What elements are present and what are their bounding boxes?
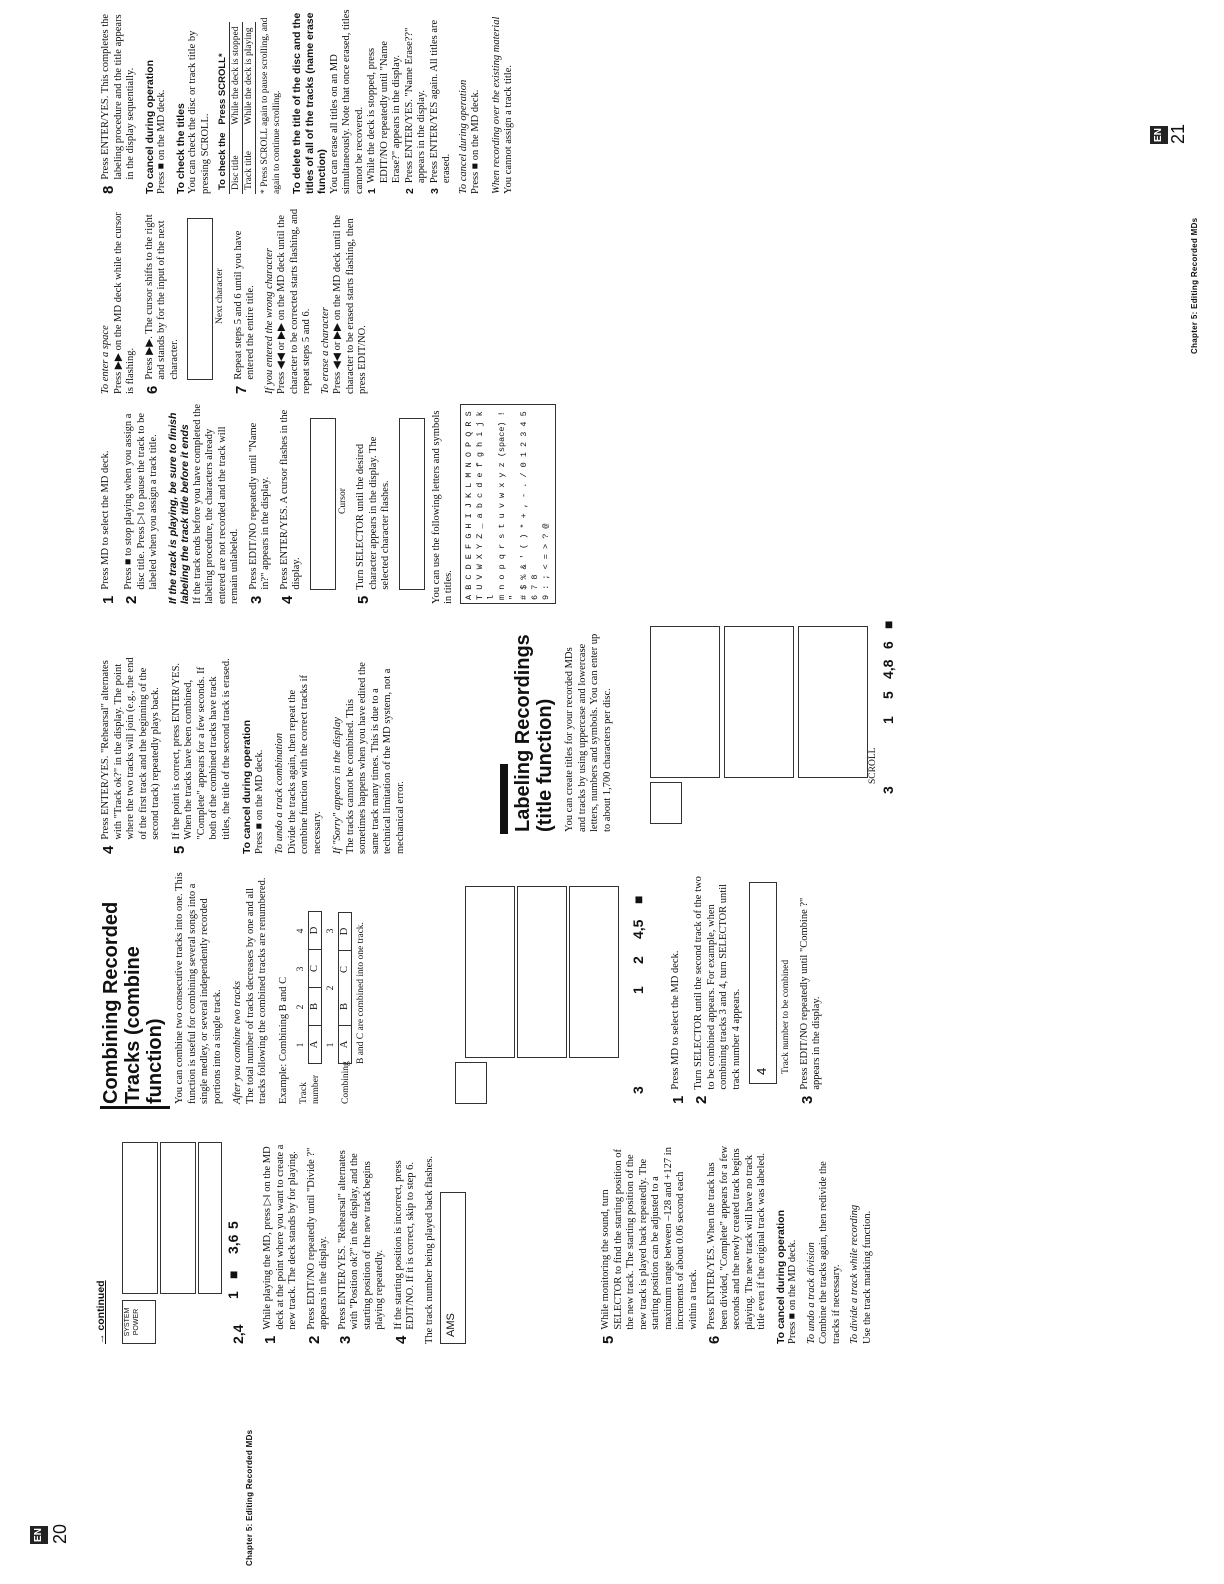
scroll-footnote: * Press SCROLL again to pause scrolling, and again to continue scrolling. [260,17,282,194]
chars-intro: You can use the following letters and symbols in titles. [430,410,454,604]
table-row: Disc title While the deck is stopped [230,22,243,194]
divide-rec-heading: To divide a track while recording [849,1204,860,1344]
left-page-badge-group [30,1454,71,1544]
step-item: 1 Press MD to select the MD deck. [670,950,687,1104]
step-item: 5 Turn SELECTOR until the desired character appears in the display. The selected character flashes. [355,436,391,604]
flash-caption: The track number being played back flashes. [423,1155,435,1344]
combine-sorry-text: The tracks cannot be combined. This sometimes happens when you have edited the same track many times. This is due to a technical limitation of the MD system, not a mechanical error. [344,662,406,854]
step-item: 2 Turn SELECTOR until the second track of the two to be combined appears. For example, when combining tracks 3 and 4, turn SELECTOR until track number 4 appears. [693,876,742,1104]
character-set-box [460,404,556,604]
label-callout-4-8: 4,8 [880,659,896,679]
charset-line: m n o p q r s t u v w x y z (space) ! " [496,411,518,600]
wrong-text: Press ◀◀ or ▶▶ on the MD deck until the character to be corrected starts flashing, and repeat steps 5 and 6. [276,208,312,394]
check-text: You can check the disc or track title by pressing SCROLL. [187,30,211,194]
md-deck-unit-2 [517,886,567,1058]
label-callout-5: 5 [880,691,896,699]
lcd-cursor-display [310,418,336,590]
combine-undo-heading: To undo a track combination [274,733,285,854]
delete-text: You can erase all titles on an MD simultaneously. Note that once erased, titles cannot be recovered. [328,9,365,194]
combine-section [100,864,368,1104]
step-item: 3 Press EDIT/NO repeatedly until "Name in?" appears in the display. [247,422,271,604]
combine-steps [670,874,830,1104]
combine-title: Combining Recorded Tracks (combine function) [100,901,166,1104]
tape-deck-unit-2 [569,886,619,1058]
callout-1: 1 [225,1291,241,1299]
continued-label: → continued [95,1280,107,1344]
step-item: 4 Press ENTER/YES. A cursor flashes in the display. [278,409,302,604]
lcd-display-ams [440,1192,466,1344]
callout-stop: ■ [225,1270,241,1279]
combine-example-diagram [296,864,322,1104]
delete-step: 2 Press ENTER/YES. "Name Erase??" appears in the display. [403,27,427,194]
charset-line: A B C D E F G H I J K L M N O P Q R S [463,411,474,600]
delete-cancel-heading: To cancel during operation [457,79,469,194]
cursor-label: Cursor [337,488,348,514]
label-section [512,632,614,832]
track-number-label: Track number [299,1074,321,1104]
erase-text: Press ◀◀ or ▶▶ on the MD deck until the character to be erased starts flashing, then press EDIT/NO. [332,215,368,394]
charset-line: # $ % & ' ( ) * + , - . / 0 1 2 3 4 5 6 7 8 [518,411,540,600]
combine-undo-text: Divide the tracks again, then repeat the combine function with the correct tracks if necessary. [286,674,323,854]
combine-after-heading: After you combine two tracks [232,980,243,1104]
step-item: 3 Press ENTER/YES. "Rehearsal" alternates with "Position ok?" in the display, and the starting position of the new track begins playing repeatedly. [336,1150,385,1344]
table-row: Track title While the deck is playing [243,22,256,194]
step-item: 1 While playing the MD, press ▷‖ on the MD deck at the point where you want to create a new track. The deck stands by for playing. [262,1144,298,1344]
combined-caption: B and C are combined into one track. [356,922,366,1064]
label-callout-6: 6 [880,641,896,649]
lcd-next-char-display [187,218,213,380]
step-item: 6 Press ENTER/YES. When the track has been divided, "Complete" appears for a few seconds and the newly created track begins playing. The new track will have no track title even if the original track was labeled. [706,1145,767,1344]
combine-continued [100,654,407,854]
step-item: 4 Press ENTER/YES. "Rehearsal" alternates with "Track ok?" in the display. The point where the two tracks will join (e.g., the end of the first track and the beginning of the second track) repeatedly plays back. [100,657,161,854]
track-play-heading: If the track is playing, be sure to finish labeling the track title before it ends [166,412,191,604]
check-heading: To check the titles [174,103,187,194]
label-cancel-heading: To cancel during operation [143,60,156,194]
step-item: 8 Press ENTER/YES. This completes the labeling procedure and the title appears in the display sequentially. [100,13,136,194]
label-intro: You can create titles for your recorded MDs and tracks by using uppercase and lowercase letters, numbers and symbols. You can enter up to about 1,700 characters per disc. [564,633,613,832]
page-number-right: 21 [1168,123,1188,144]
next-char-label: Next character [215,268,225,324]
label-callout-3: 3 [880,786,896,794]
combine-callout-stop: ■ [630,895,646,904]
table-header: Press SCROLL* [216,22,230,128]
label-steps-c [100,9,516,194]
lcd-caption: Track number to be combined [781,959,791,1074]
delete-step: 1 While the deck is stopped, press EDIT/NO repeatedly until "Name Erase?" appears in the display. [366,40,402,194]
label-title: Labeling Recordings (title function) [512,634,556,832]
step-item: 5 While monitoring the sound, turn SELECTOR to find the starting position of the new track. The starting position of the new track is played back repeatedly. The starting position can be adjusted to a maximum range between –128 and +127 in increments of about 0.06 second each within a track. [600,1147,699,1344]
callout-2-4: 2,4 [230,1324,246,1344]
system-power-button-2 [455,1062,487,1104]
label-callout-stop: ■ [880,620,896,629]
combine-cancel-text: Press ■ on the MD deck. [253,749,265,854]
combine-callout-1: 1 [630,986,646,994]
charset-line: 9 : ; < = > ? @ [540,523,551,600]
lcd-ams-text: AMS [445,1313,457,1337]
md-deck-unit [160,1142,196,1294]
amplifier-unit [122,1142,158,1294]
step-item: 2 Press ■ to stop playing when you assign a disc title. Press ▷‖ to pause the track to be labeled when you assign a track title. [123,413,159,604]
step-item: 1 Press MD to select the MD deck. [100,450,117,604]
combine-intro: You can combine two consecutive tracks into one. This function is useful for combining several songs into a single medley, or several independently recorded portions into a single track. [174,872,223,1104]
divide-rec-text: Use the track marking function. [861,1210,873,1344]
right-page-badge-group [1150,84,1189,144]
scroll-label: SCROLL [868,747,878,784]
undo-heading-left: To undo a track division [805,1242,817,1344]
step-item: 4 If the starting position is incorrect, press EDIT/NO. If it is correct, skip to step 6. [392,1160,416,1344]
delete-step: 3 Press ENTER/YES again. All titles are erased. [428,19,452,194]
step-item: 3 Press EDIT/NO repeatedly until "Combine ?" appears in the display. [798,897,822,1104]
delete-heading: To delete the title of the disc and the titles of all of the tracks (name erase function) [291,12,328,194]
combining-label: Combining [340,1061,351,1104]
wrong-heading: If you entered the wrong character [263,248,275,394]
step-item: 7 Repeat steps 5 and 6 until you have entered the entire title. [232,230,256,394]
charset-line: T U V W X Y Z _ a b c d e f g h i j k l [474,411,496,600]
deck-illustration-left [122,1134,222,1344]
chapter-footer-right: Chapter 5: Editing Recorded MDs [1190,217,1199,354]
system-power-button: SYSTEM POWER [122,1300,156,1344]
label-deck-illustration [650,624,880,824]
combine-deck-illustration [455,874,625,1104]
md-deck-unit-3 [724,626,794,778]
section-bar-combine [100,1106,170,1109]
callout-5: 5 [225,1221,241,1229]
combine-after-text: The total number of tracks decreases by one and all tracks following the combined tracks are renumbered. [244,877,268,1104]
combine-callout-2: 2 [630,956,646,964]
system-power-button-3 [650,782,682,824]
combine-cancel-heading: To cancel during operation [241,720,253,854]
existing-heading: When recording over the existing material [490,16,502,194]
lcd-selected-char-display [399,418,425,590]
amplifier-unit-3 [650,626,720,778]
divide-steps-a [262,1144,466,1344]
lcd-track-number-text: 4 [754,1067,769,1075]
track-row-bottom: 1 2 3 A B C D [326,912,352,1064]
cancel-heading-left: To cancel during operation [774,1210,787,1344]
erase-heading: To erase a character [319,307,331,394]
track-play-text: If the track ends before you have completed the labeling procedure, the characters already entered are not recorded and the track will remain unlabeled. [191,404,240,604]
label-callout-1: 1 [880,716,896,724]
lcd-track-number [749,882,777,1084]
label-steps-b [100,204,370,394]
track-row-top: 1 2 3 4 A B C D [296,911,322,1064]
label-cancel-text: Press ■ on the MD deck. [156,89,167,194]
step-item: 2 Press EDIT/NO repeatedly until "Divide ?" appears in the display. [305,1147,329,1344]
existing-text: You cannot assign a track title. [503,65,514,194]
combine-callout-4-5: 4,5 [630,919,646,939]
scroll-table [216,22,256,194]
space-text: Press ▶▶ on the MD deck while the cursor is flashing. [112,212,136,394]
tape-deck-unit [198,1142,222,1294]
callout-3-6: 3,6 [225,1234,241,1254]
cancel-text-left: Press ■ on the MD deck. [787,1239,798,1344]
label-steps-a [100,404,560,604]
combine-example-diagram-bottom [326,864,352,1104]
combine-callout-3: 3 [630,1086,646,1094]
en-badge-left: EN [30,1526,48,1544]
delete-cancel-text: Press ■ on the MD deck. [470,89,481,194]
space-heading: To enter a space [100,325,111,394]
chapter-footer-left: Chapter 5: Editing Recorded MDs [245,1429,254,1566]
step-item: 6 Press ▶▶. The cursor shifts to the right and stands by for the input of the next character. [143,214,180,394]
divide-steps-b [600,1144,874,1344]
tape-deck-unit-3 [798,626,868,778]
combine-sorry-heading: If "Sorry" appears in the display [332,717,343,854]
amplifier-unit-2 [465,886,515,1058]
step-item: 5 If the point is correct, press ENTER/YES. When the tracks have been combined, "Complete" appears for a few seconds. If both of the combined tracks have track titles, the title of the second track is erased. [170,658,232,854]
en-badge-right: EN [1150,126,1168,144]
section-bar-label [500,764,508,834]
table-header: To check the [216,129,230,194]
undo-text-left: Combine the tracks again, then redivide the tracks if necessary. [818,1161,842,1344]
page-number-left: 20 [50,1523,70,1544]
combine-example-label: Example: Combining B and C [277,976,289,1104]
